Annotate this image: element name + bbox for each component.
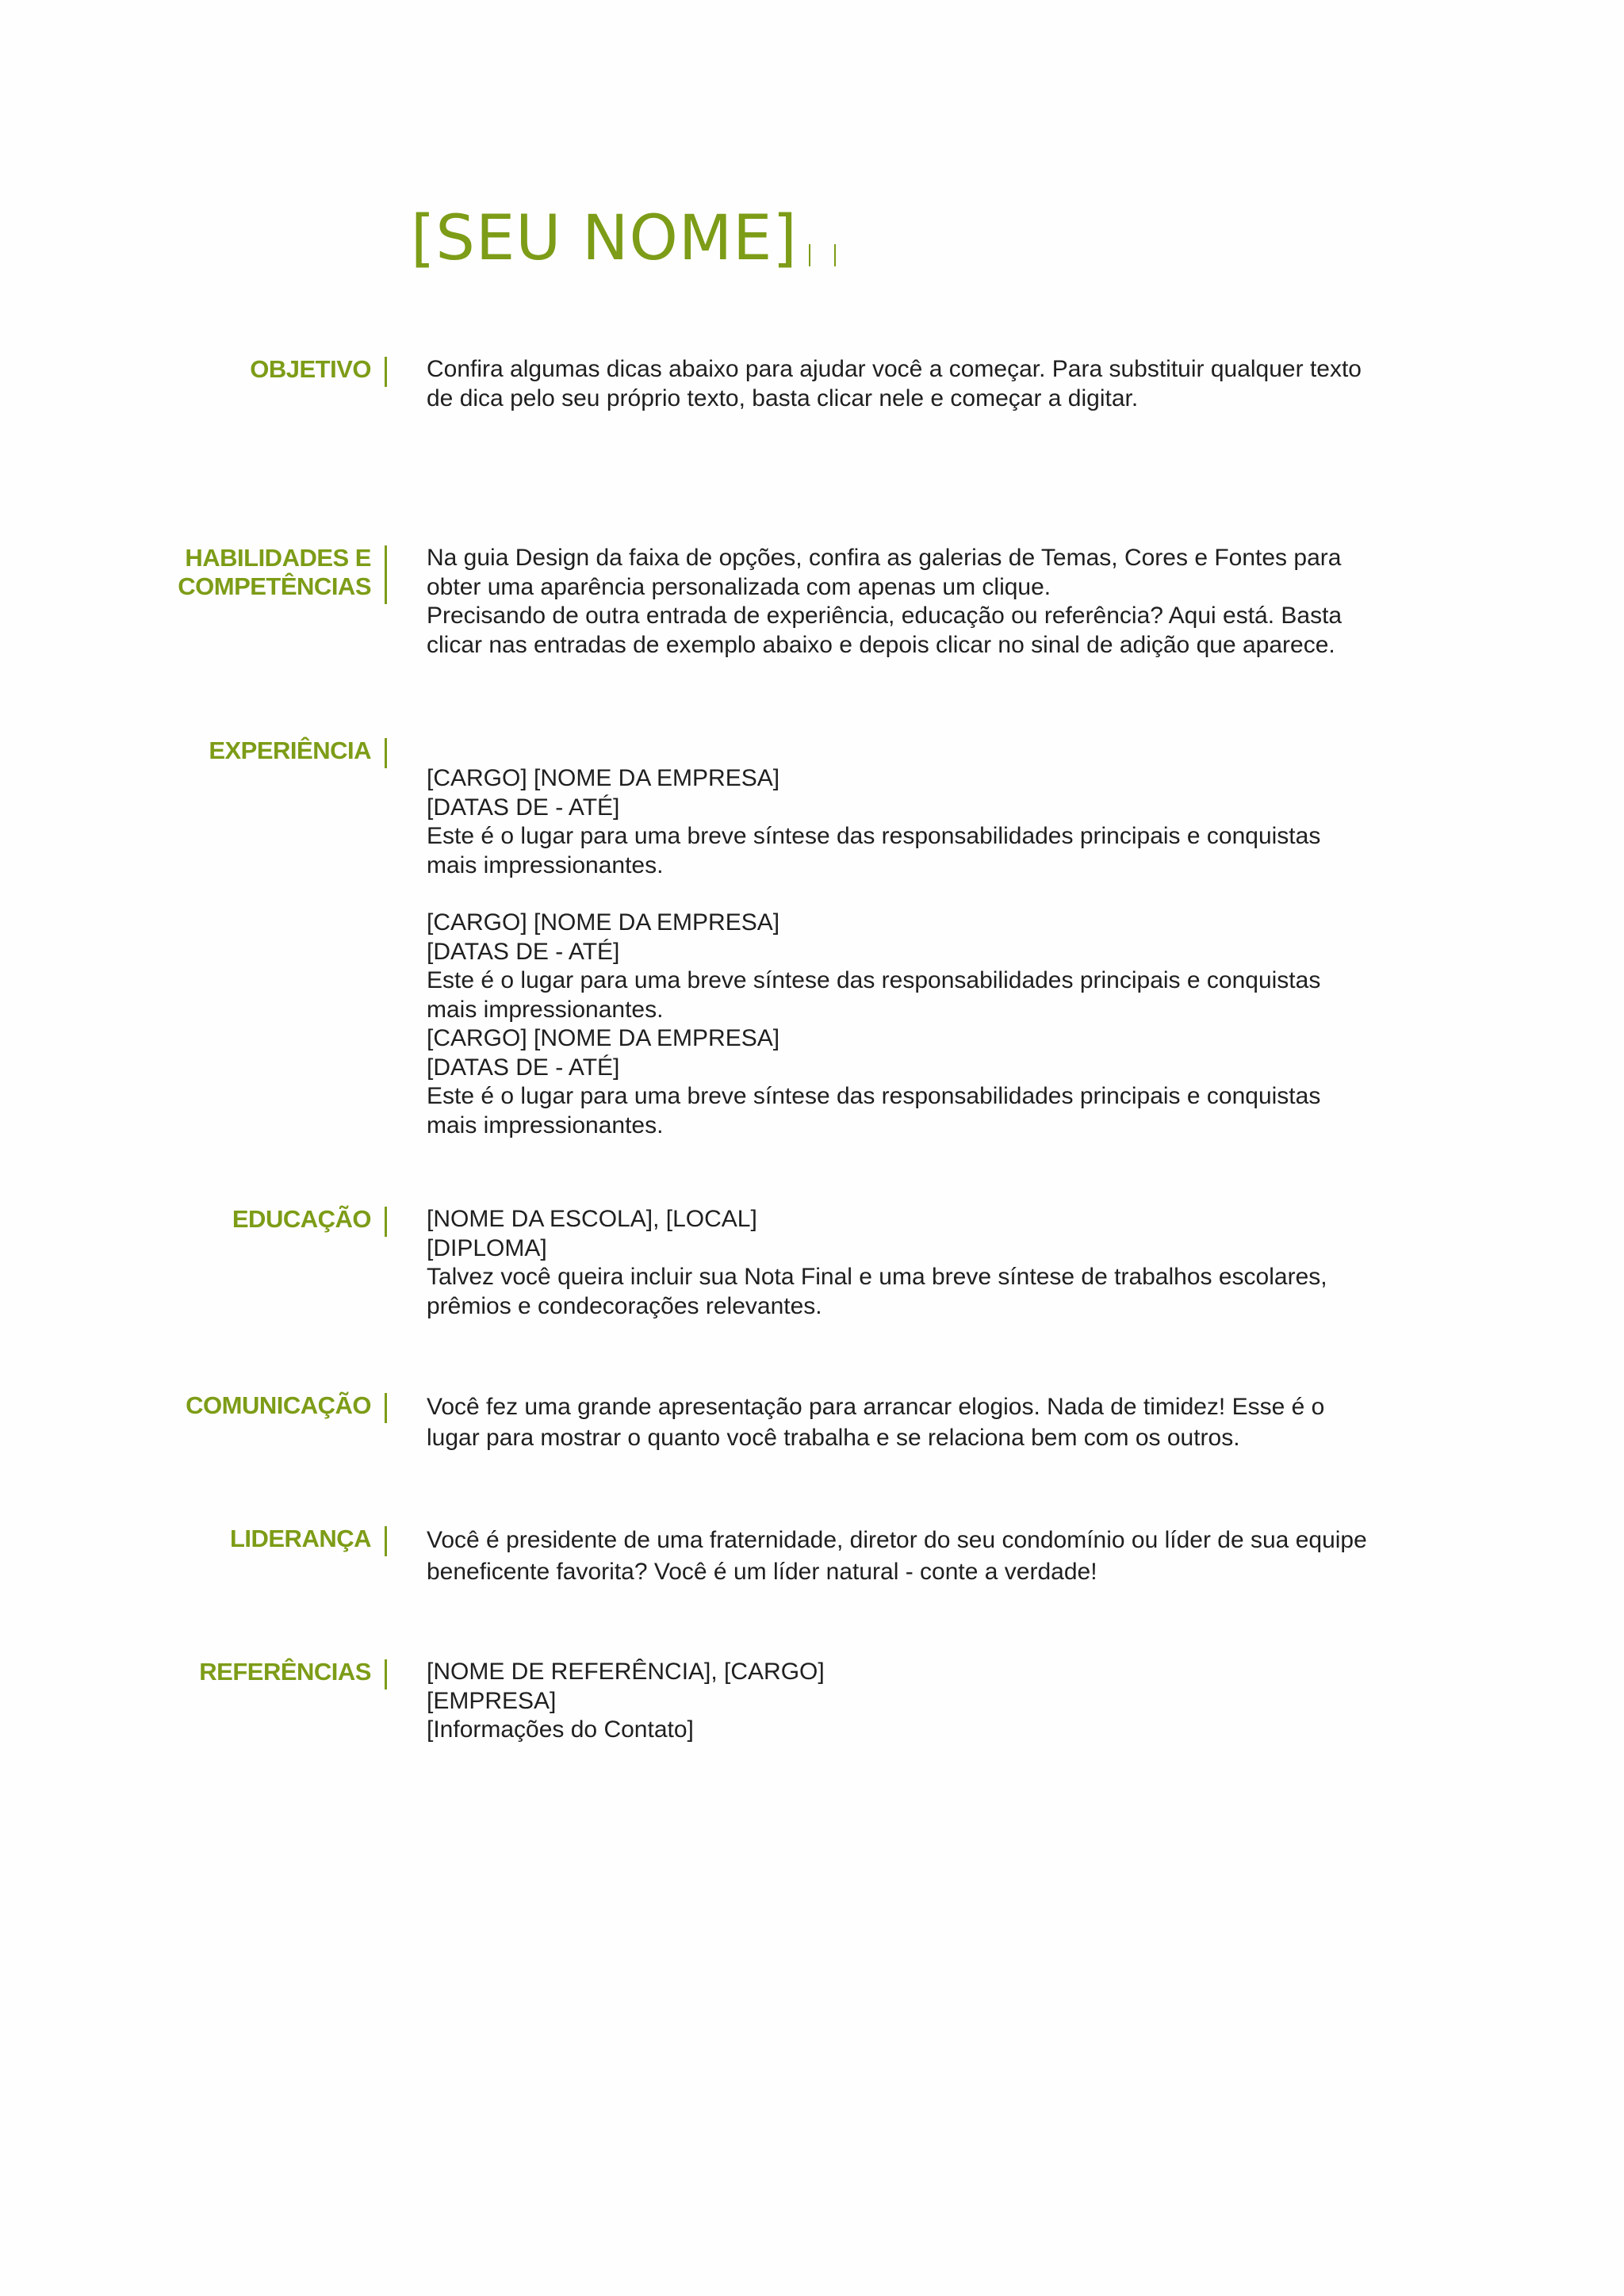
- experience-entry[interactable]: [427, 909, 1402, 1024]
- label-habilidades-line1: HABILIDADES E: [185, 544, 371, 572]
- job-title: [CARGO] [NOME DA EMPRESA]: [427, 1025, 780, 1051]
- section-divider: [385, 738, 387, 768]
- label-referencias: REFERÊNCIAS: [199, 1658, 371, 1686]
- resume-name[interactable]: [SEU NOME]: [411, 203, 798, 274]
- job-description: mais impressionantes.: [427, 851, 664, 878]
- section-divider: [385, 1207, 387, 1237]
- text-line: Precisando de outra entrada de experiência, educação ou referência? Aqui está. Basta: [427, 603, 1342, 629]
- experience-entry[interactable]: [427, 764, 1402, 880]
- reference-company: [EMPRESA]: [427, 1687, 557, 1714]
- entry-spacer: [427, 880, 1402, 909]
- section-content[interactable]: [427, 1205, 1402, 1321]
- text-line: de dica pelo seu próprio texto, basta clicar nele e começar a digitar.: [427, 385, 1139, 411]
- text-line: clicar nas entradas de exemplo abaixo e depois clicar no sinal de adição que aparece.: [427, 631, 1335, 658]
- job-description: mais impressionantes.: [427, 996, 664, 1023]
- text-line: obter uma aparência personalizada com apenas um clique.: [427, 573, 1051, 600]
- reference-name: [NOME DE REFERÊNCIA], [CARGO]: [427, 1659, 825, 1685]
- section-content[interactable]: [427, 1658, 1402, 1745]
- section-label: [119, 1391, 371, 1420]
- section-divider: [385, 1526, 387, 1556]
- text-line: Confira algumas dicas abaixo para ajudar você a começar. Para substituir qualquer texto: [427, 356, 1362, 382]
- job-description: Este é o lugar para uma breve síntese das responsabilidades principais e conquistas: [427, 1083, 1321, 1109]
- label-lideranca: LIDERANÇA: [229, 1525, 371, 1552]
- experience-entry[interactable]: [427, 1024, 1402, 1140]
- section-label: [119, 737, 371, 765]
- school-name: [NOME DA ESCOLA], [LOCAL]: [427, 1206, 757, 1232]
- text-line: Você é presidente de uma fraternidade, diretor do seu condomínio ou líder de sua equipe: [427, 1527, 1367, 1553]
- reference-contact: [Informações do Contato]: [427, 1716, 694, 1743]
- degree: [DIPLOMA]: [427, 1234, 547, 1261]
- name-bar-1: [809, 244, 810, 266]
- label-comunicacao: COMUNICAÇÃO: [186, 1391, 371, 1419]
- job-description: Este é o lugar para uma breve síntese das responsabilidades principais e conquistas: [427, 967, 1321, 993]
- section-divider: [385, 1393, 387, 1423]
- section-label: [119, 1525, 371, 1553]
- section-label: [119, 1658, 371, 1686]
- job-dates: [DATAS DE - ATÉ]: [427, 938, 620, 965]
- job-title: [CARGO] [NOME DA EMPRESA]: [427, 765, 780, 791]
- section-divider: [385, 357, 387, 387]
- name-decoration: [809, 244, 836, 266]
- section-content[interactable]: [427, 764, 1402, 1140]
- label-objetivo: OBJETIVO: [250, 355, 371, 383]
- job-description: mais impressionantes.: [427, 1112, 664, 1138]
- text-line: Você fez uma grande apresentação para arrancar elogios. Nada de timidez! Esse é o: [427, 1394, 1325, 1420]
- education-description: prêmios e condecorações relevantes.: [427, 1292, 822, 1319]
- name-bar-2: [834, 244, 836, 266]
- education-description: Talvez você queira incluir sua Nota Final e uma breve síntese de trabalhos escolares,: [427, 1264, 1327, 1290]
- job-dates: [DATAS DE - ATÉ]: [427, 1054, 620, 1081]
- section-content[interactable]: [427, 1391, 1402, 1453]
- label-experiencia: EXPERIÊNCIA: [209, 737, 371, 764]
- section-label: [119, 355, 371, 384]
- section-divider: [385, 1659, 387, 1689]
- job-dates: [DATAS DE - ATÉ]: [427, 794, 620, 821]
- section-content[interactable]: [427, 355, 1402, 413]
- section-content[interactable]: [427, 1525, 1402, 1588]
- label-habilidades-line2: COMPETÊNCIAS: [178, 572, 371, 600]
- job-title: [CARGO] [NOME DA EMPRESA]: [427, 909, 780, 936]
- text-line: beneficente favorita? Você é um líder natural - conte a verdade!: [427, 1559, 1097, 1585]
- section-divider: [385, 545, 387, 604]
- section-label: [119, 1205, 371, 1234]
- text-line: lugar para mostrar o quanto você trabalha e se relaciona bem com os outros.: [427, 1425, 1240, 1451]
- section-content[interactable]: [427, 544, 1402, 660]
- text-line: Na guia Design da faixa de opções, confira as galerias de Temas, Cores e Fontes para: [427, 545, 1342, 571]
- job-description: Este é o lugar para uma breve síntese das responsabilidades principais e conquistas: [427, 823, 1321, 849]
- section-label: [119, 544, 371, 601]
- name-header: [411, 203, 836, 274]
- label-educacao: EDUCAÇÃO: [232, 1205, 371, 1233]
